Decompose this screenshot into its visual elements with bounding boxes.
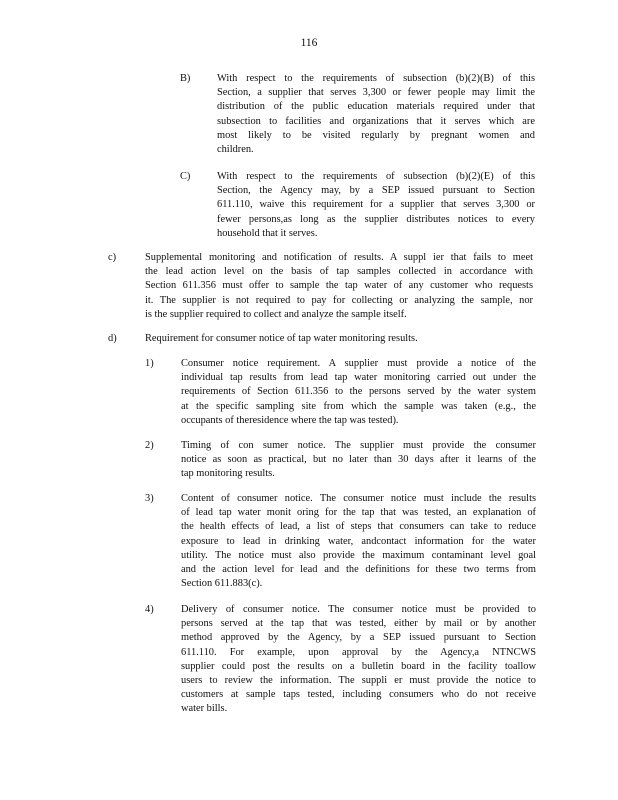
text-line: it. The supplier is not required to pay for collecting or analyzing the sample, nor <box>145 294 533 306</box>
text-line: 611.110, waive this requirement for a supplier that serves 3,300 or <box>217 199 535 211</box>
item-text <box>217 170 535 241</box>
item-label: C) <box>180 171 191 182</box>
text-line: notice as soon as practical, but no later than 30 days after it learns of the <box>181 454 536 466</box>
text-line: Supplemental monitoring and notification of results. A suppl ier that fails to meet <box>145 252 533 263</box>
text-line: subsection to facilities and organizations that it serves which are <box>217 115 535 127</box>
text-line: household that it serves. <box>217 227 318 239</box>
text-line: Section, a supplier that serves 3,300 or fewer people may limit the <box>217 87 535 99</box>
text-line: Section, the Agency may, by a SEP issued pursuant to Section <box>217 185 535 197</box>
page-number: 116 <box>300 37 318 49</box>
text-line: fewer persons,as long as the supplier distributes notices to every <box>217 213 535 225</box>
item-label: B) <box>180 73 191 84</box>
item-text <box>181 439 536 482</box>
item-text <box>181 357 536 428</box>
item-text <box>181 492 536 591</box>
text-line: supplier could post the results on a bulletin board in the facility toallow <box>181 660 536 672</box>
text-line: water bills. <box>181 703 228 715</box>
text-line: occupants of theresidence where the tap was tested). <box>181 414 399 426</box>
text-line: and the action level for lead and the definitions for these two terms from <box>181 564 536 576</box>
text-line: With respect to the requirements of subsection (b)(2)(B) of this <box>217 73 535 84</box>
text-line: is the supplier required to collect and analyze the sample itself. <box>145 308 407 320</box>
item-label: c) <box>108 252 117 263</box>
text-line: Consumer notice requirement. A supplier must provide a notice of the <box>181 358 536 369</box>
text-line: children. <box>217 144 254 156</box>
text-line: Timing of con sumer notice. The supplier must provide the consumer <box>181 440 536 451</box>
item-label: 2) <box>145 440 154 451</box>
text-line: the lead action level on the basis of tap samples collected in accordance with <box>145 266 533 278</box>
item-label: 1) <box>145 358 154 369</box>
text-line: exposure to lead in drinking water, andcontact information for the water <box>181 535 536 547</box>
item-label: 3) <box>145 493 154 504</box>
text-line: method approved by the Agency, by a SEP issued pursuant to Section <box>181 632 536 644</box>
text-line: 611.110. For example, upon approval by the Agency,a NTNCWS <box>181 646 536 658</box>
text-line: persons served at the tap that was tested, either by mail or by another <box>181 618 536 630</box>
text-line: customers at sample taps tested, including consumers who do not receive <box>181 689 536 701</box>
text-line: users to review the information. The suppli er must provide the notice to <box>181 675 536 687</box>
text-line: Content of consumer notice. The consumer notice must include the results <box>181 493 536 504</box>
text-line: With respect to the requirements of subsection (b)(2)(E) of this <box>217 171 535 182</box>
text-line: utility. The notice must also provide the maximum contaminant level goal <box>181 549 536 561</box>
text-line: the health effects of lead, a list of steps that consumers can take to reduce <box>181 521 536 533</box>
text-line: Delivery of consumer notice. The consumer notice must be provided to <box>181 604 536 615</box>
item-text <box>145 251 533 322</box>
text-line: most likely to be visited regularly by pregnant women and <box>217 129 535 141</box>
item-label: 4) <box>145 604 154 615</box>
item-label: d) <box>108 333 117 344</box>
text-line: Requirement for consumer notice of tap water monitoring results. <box>145 333 418 344</box>
text-line: at the specific sampling site from which the sample was taken (e.g., the <box>181 400 536 412</box>
text-line: individual tap results from lead tap water monitoring carried out under the <box>181 372 536 384</box>
item-text <box>145 332 533 346</box>
text-line: Section 611.356 must offer to sample the tap water of any customer who requests <box>145 280 533 292</box>
text-line: requirements of Section 611.356 to the persons served by the water system <box>181 386 536 398</box>
text-line: distribution of the public education materials required under that <box>217 101 535 113</box>
text-line: Section 611.883(c). <box>181 578 263 590</box>
item-text <box>181 603 536 717</box>
text-line: tap monitoring results. <box>181 468 275 480</box>
item-text <box>217 72 535 157</box>
text-line: of lead tap water monit oring for the tap that was tested, an explanation of <box>181 507 536 519</box>
